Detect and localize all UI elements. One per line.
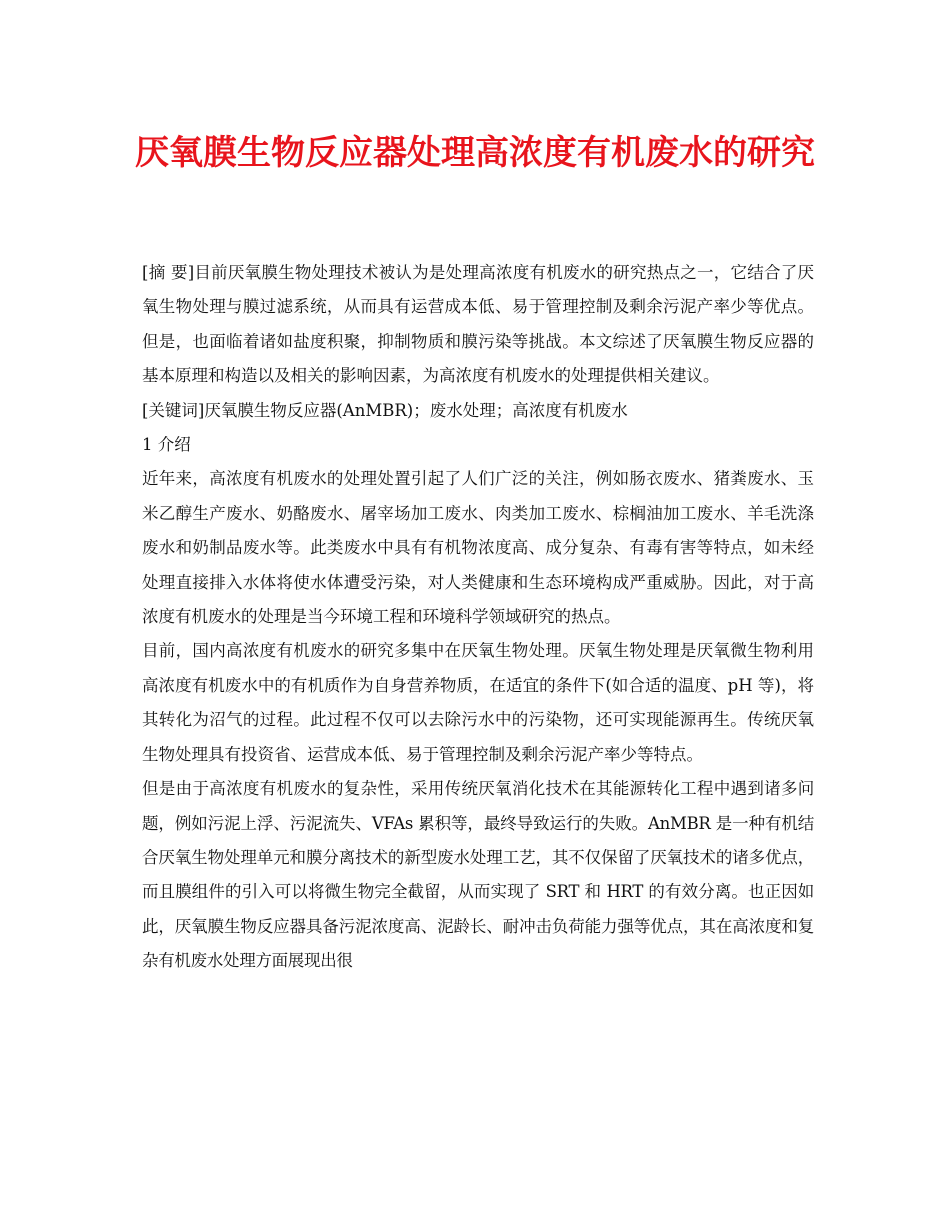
document-body (142, 256, 814, 979)
body-paragraph: 近年来，高浓度有机废水的处理处置引起了人们广泛的关注，例如肠衣废水、猪粪废水、玉米乙醇生产废水、奶酪废水、屠宰场加工废水、肉类加工废水、棕榈油加工废水、羊毛洗涤废水和奶制品废水等。此类废水中具有有机物浓度高、成分复杂、有毒有害等特点，如未经处理直接排入水体将使水体遭受污染，对人类健康和生态环境构成严重威胁。因此，对于高浓度有机废水的处理是当今环境工程和环境科学领域研究的热点。 (142, 469, 814, 627)
abstract-paragraph: [摘 要]目前厌氧膜生物处理技术被认为是处理高浓度有机废水的研究热点之一，它结合了厌氧生物处理与膜过滤系统，从而具有运营成本低、易于管理控制及剩余污泥产率少等优点。但是，也面临着诸如盐度积聚，抑制物质和膜污染等挑战。本文综述了厌氧膜生物反应器的基本原理和构造以及相关的影响因素，为高浓度有机废水的处理提供相关建议。 (142, 263, 814, 386)
section-heading: 1 介绍 (142, 435, 191, 455)
document-title: 厌氧膜生物反应器处理高浓度有机废水的研究 (135, 133, 815, 173)
body-paragraph: 但是由于高浓度有机废水的复杂性，采用传统厌氧消化技术在其能源转化工程中遇到诸多问题，例如污泥上浮、污泥流失、VFAs 累积等，最终导致运行的失败。AnMBR 是一种有机结合厌氧生物处理单元和膜分离技术的新型废水处理工艺，其不仅保留了厌氧技术的诸多优点，而且膜组件的引入可以将微生物完全截留，从而实现了 SRT 和 HRT 的有效分离。也正因如此，厌氧膜生物反应器具备污泥浓度高、泥龄长、耐冲击负荷能力强等优点，其在高浓度和复杂有机废水处理方面展现出很 (142, 779, 814, 971)
keywords-line: [关键词]厌氧膜生物反应器(AnMBR)；废水处理；高浓度有机废水 (142, 400, 628, 420)
body-paragraph: 目前，国内高浓度有机废水的研究多集中在厌氧生物处理。厌氧生物处理是厌氧微生物利用高浓度有机废水中的有机质作为自身营养物质，在适宜的条件下(如合适的温度、pH 等)，将其转化为沼气的过程。此过程不仅可以去除污水中的污染物，还可实现能源再生。传统厌氧生物处理具有投资省、运营成本低、易于管理控制及剩余污泥产率少等特点。 (142, 641, 814, 764)
